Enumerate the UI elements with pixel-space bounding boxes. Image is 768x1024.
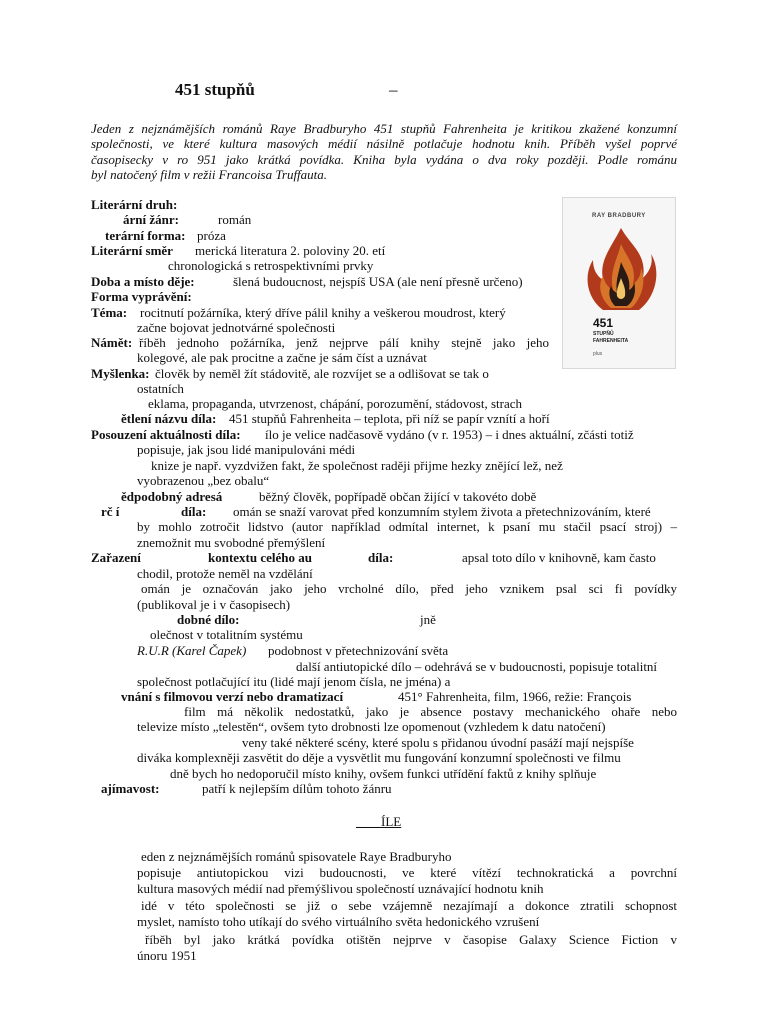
row-text: film má několik nedostatků, jako je absence postavy mechanického ohaře nebo <box>184 704 677 719</box>
section-line: myslet, namísto toho utíkají do svého virtuálního světa hedonického vzrušení <box>137 914 540 929</box>
row-text: znemožnit mu svobodné přemýšlení <box>137 535 326 550</box>
flame-icon <box>581 226 661 314</box>
row-label: ární žánr: <box>123 212 179 227</box>
row-label: Forma vyprávění: <box>91 289 192 304</box>
row-text: by mohlo zotročit lidstvo (autor například odmítal internet, k psaní mu stačil psací stroj) – <box>137 519 677 534</box>
row-text: dně bych ho nedoporučil místo knihy, ovšem funkci utřídění faktů z knihy splňuje <box>170 766 597 781</box>
row-label: díla: <box>368 550 394 565</box>
row-label: díla: <box>181 504 207 519</box>
row-text: podobnost v přetechnizování světa <box>268 643 449 658</box>
row-label: ajímavost: <box>101 781 160 796</box>
cover-title-line: FAHRENHEITA <box>593 338 629 344</box>
row-label: ědpodobný adresá <box>121 489 223 504</box>
cover-author: RAY BRADBURY <box>592 213 646 219</box>
title-dash: – <box>389 80 398 99</box>
row-text: společnost potlačující itu (lidé mají jenom čísla, ne jména) a <box>137 674 451 689</box>
intro-line: časopisecky v ro 951 jako krátká povídka. Kniha byla vydána o dva roky později. Podle románu <box>91 152 677 167</box>
row-text: knize je např. vyzdvižen fakt, že společnost raději přijme hezky znějící lež, než <box>151 458 563 473</box>
row-text: vyobrazenou „bez obalu“ <box>137 473 270 488</box>
row-text: omán je označován jako jeho vrcholné dílo, před jeho vznikem psal sci fi povídky <box>141 581 677 596</box>
row-text: popisuje, jak jsou lidé manipulováni médi <box>137 442 356 457</box>
row-text: říběh jednoho požárníka, jenž nejprve pálí knihy stejně jako jeho <box>139 335 549 350</box>
section-heading-underline: ____ <box>356 814 382 829</box>
row-text: televize místo „telestěn“, ovšem tyto drobnosti lze opomenout (vzhledem k datu natočení) <box>137 719 606 734</box>
row-text: kolegové, ale pak procitne a začne je sám číst a uznávat <box>137 350 427 365</box>
row-text: člověk by neměl žít stádovitě, ale rozvíjet se a odlišovat se tak o <box>155 366 489 381</box>
row-text: další antiutopické dílo – odehrává se v budoucnosti, popisuje totalitní <box>296 659 658 674</box>
row-text: (publikoval je i v časopisech) <box>137 597 291 612</box>
row-text: román <box>218 212 252 227</box>
row-text: 451° Fahrenheita, film, 1966, režie: François <box>398 689 632 704</box>
intro-line: společnosti, ve které kultura masových médií násilně potlačuje hodnotu knih. Příběh vyšel poprvé <box>91 136 677 151</box>
row-label: Námět: <box>91 335 133 350</box>
row-text: chodil, protože neměl na vzdělání <box>137 566 313 581</box>
row-label: Myšlenka: <box>91 366 150 381</box>
cover-publisher: plus <box>593 351 603 357</box>
row-text: rocitnutí požárníka, který dříve pálil knihy a veškerou moudrost, který <box>140 305 506 320</box>
section-heading: ÍLE <box>381 814 402 829</box>
row-label: Literární druh: <box>91 197 178 212</box>
row-text: eklama, propaganda, utvrzenost, chápání, porozumění, stádovost, strach <box>148 396 522 411</box>
intro-line: Jeden z nejznámějších románů Raye Bradburyho 451 stupňů Fahrenheita je kritikou zkažené konzumní <box>91 121 677 136</box>
row-label: Téma: <box>91 305 128 320</box>
row-text: šlená budoucnost, nejspíš USA (ale není přesně určeno) <box>233 274 523 289</box>
section-line: únoru 1951 <box>137 948 197 963</box>
row-label: terární forma: <box>105 228 186 243</box>
row-label: dobné dílo: <box>177 612 240 627</box>
row-text: omán se snaží varovat před konzumním stylem života a přetechnizováním, které <box>233 504 651 519</box>
cover-title-line: STUPŇŮ <box>593 331 614 337</box>
row-text: ostatních <box>137 381 184 396</box>
row-label: vnání s filmovou verzí nebo dramatizací <box>121 689 344 704</box>
row-text: 451 stupňů Fahrenheita – teplota, při níž se papír vznítí a hoří <box>229 411 550 426</box>
row-text: veny také některé scény, které spolu s přidanou úvodní pasáží mají nejspíše <box>242 735 634 750</box>
row-text: běžný člověk, popřípadě občan žijící v takovéto době <box>259 489 537 504</box>
row-text: jně <box>420 612 436 627</box>
row-label: Literární směr <box>91 243 173 258</box>
book-cover-image <box>562 197 676 369</box>
section-line: popisuje antiutopickou vizi budoucnosti, ve které vítězí technokratická a povrchní <box>137 865 677 880</box>
row-text: merická literatura 2. poloviny 20. etí <box>195 243 386 258</box>
row-text: začne bojovat jednotvárné společnosti <box>137 320 336 335</box>
row-text: apsal toto dílo v knihovně, kam často <box>462 550 656 565</box>
row-text: patří k nejlepším dílům tohoto žánru <box>202 781 392 796</box>
row-label: rč í <box>101 504 120 519</box>
section-line: eden z nejznámějších románů spisovatele Raye Bradburyho <box>141 849 452 864</box>
row-italic-title: R.U.R (Karel Čapek) <box>137 643 247 658</box>
row-text: chronologická s retrospektivními prvky <box>168 258 374 273</box>
section-line: říběh byl jako krátká povídka otištěn nejprve v časopise Galaxy Science Fiction v <box>145 932 677 947</box>
row-text: ílo je velice nadčasově vydáno (v r. 1953) – i dnes aktuální, zčásti totiž <box>265 427 634 442</box>
row-text: diváka komplexněji zasvětit do děje a vysvětlit mu fungování konzumní společnosti ve filmu <box>137 750 621 765</box>
section-line: kultura masových médií nad přemýšlivou společností uznávající hodnotu knih <box>137 881 544 896</box>
row-label: Zařazení <box>91 550 141 565</box>
row-text: olečnost v totalitním systému <box>150 627 303 642</box>
cover-number: 451 <box>593 316 614 330</box>
row-label: kontextu celého au <box>208 550 312 565</box>
intro-line: byl natočený film v režii Francoisa Truffauta. <box>91 167 328 182</box>
page-title: 451 stupňů <box>175 80 255 99</box>
section-line: idé v této společnosti se již o sebe vzájemně nezajímají a dokonce ztratili schopnost <box>141 898 677 913</box>
row-text: próza <box>197 228 226 243</box>
row-label: ětlení názvu díla: <box>121 411 217 426</box>
row-label: Doba a místo děje: <box>91 274 195 289</box>
row-label: Posouzení aktuálnosti díla: <box>91 427 241 442</box>
